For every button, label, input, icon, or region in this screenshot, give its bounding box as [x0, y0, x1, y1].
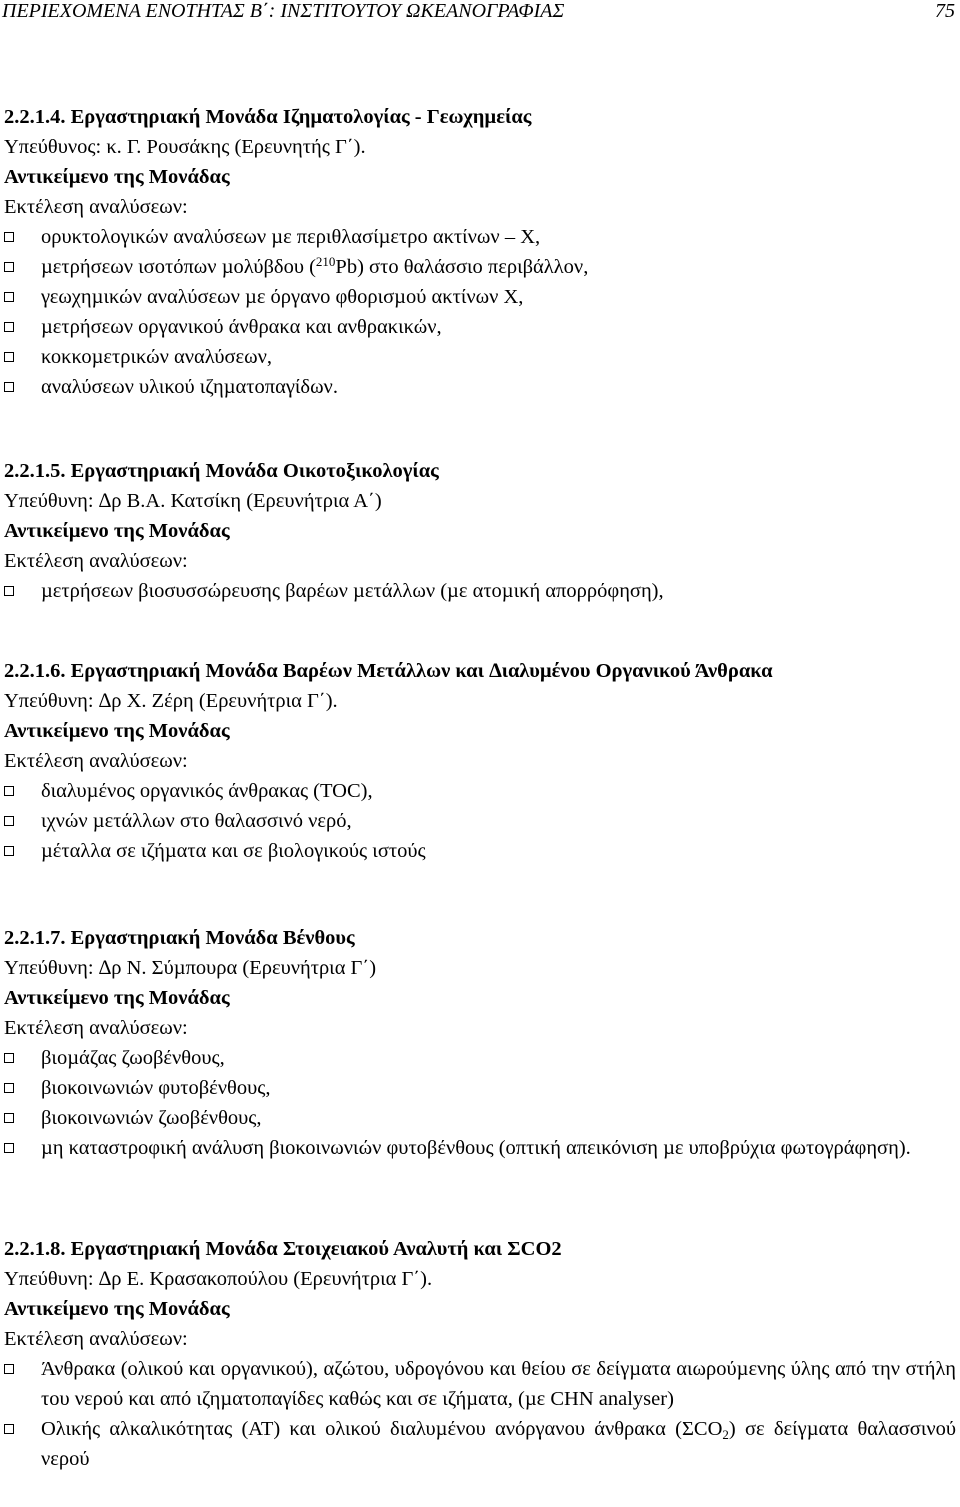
analyses-list	[4, 1354, 956, 1474]
section-heading: 2.2.1.8. Εργαστηριακή Μονάδα Στοιχειακού Αναλυτή και ΣCO2	[4, 1238, 562, 1260]
subscript-2: 2	[722, 1427, 729, 1442]
checkbox-bullet-icon	[4, 586, 14, 596]
checkbox-bullet-icon	[4, 1083, 14, 1093]
list-item: µετρήσεων ισοτόπων µολύβδου ($^{210}$Pb) στο θαλάσσιο περιβάλλον,	[4, 252, 956, 282]
checkbox-bullet-icon	[4, 816, 14, 826]
subject-heading: Αντικείµενο της Μονάδας	[4, 720, 230, 742]
section-heading: 2.2.1.5. Εργαστηριακή Μονάδα Οικοτοξικολογίας	[4, 460, 439, 482]
analyses-intro: Εκτέλεση αναλύσεων:	[4, 1017, 188, 1039]
responsible-person: Υπεύθυνη: ∆ρ Ν. Σύµπουρα (Ερευνήτρια Γ΄)	[4, 957, 377, 979]
list-item: Ολικής αλκαλικότητας (ΑΤ) και ολικού διαλυµένου ανόργανου άνθρακα $(\Sigma CO_2)$ σε δείγµατα θαλασσινού νερού	[4, 1414, 956, 1474]
list-item: βιοκοινωνιών φυτοβένθους,	[4, 1073, 956, 1103]
list-item: διαλυµένος οργανικός άνθρακας (TOC),	[4, 776, 956, 806]
checkbox-bullet-icon	[4, 352, 14, 362]
list-item: ιχνών µετάλλων στο θαλασσινό νερό,	[4, 806, 956, 836]
list-item: ορυκτολογικών αναλύσεων µε περιθλασίµετρο ακτίνων – Χ,	[4, 222, 956, 252]
section-2-2-1-6	[4, 656, 956, 866]
section-2-2-1-7	[4, 923, 956, 1163]
responsible-person: Υπεύθυνη: ∆ρ Χ. Ζέρη (Ερευνήτρια Γ΄).	[4, 690, 338, 712]
checkbox-bullet-icon	[4, 1364, 14, 1374]
analyses-list	[4, 1043, 956, 1163]
section-2-2-1-8	[4, 1234, 956, 1474]
checkbox-bullet-icon	[4, 1424, 14, 1434]
checkbox-bullet-icon	[4, 1053, 14, 1063]
list-item: γεωχηµικών αναλύσεων µε όργανο φθορισµού ακτίνων Χ,	[4, 282, 956, 312]
subject-heading: Αντικείµενο της Μονάδας	[4, 166, 230, 188]
checkbox-bullet-icon	[4, 786, 14, 796]
responsible-person: Υπεύθυνη: ∆ρ Ε. Κρασακοπούλου (Ερευνήτρια Γ΄).	[4, 1268, 433, 1290]
checkbox-bullet-icon	[4, 232, 14, 242]
analyses-list	[4, 776, 956, 866]
list-item: µετρήσεων οργανικού άνθρακα και ανθρακικών,	[4, 312, 956, 342]
responsible-person: Υπεύθυνος: κ. Γ. Ρουσάκης (Ερευνητής Γ΄).	[4, 136, 366, 158]
running-header	[2, 0, 955, 26]
subject-heading: Αντικείµενο της Μονάδας	[4, 1298, 230, 1320]
isotope-superscript: 210	[315, 254, 336, 269]
list-item: αναλύσεων υλικού ιζηµατοπαγίδων.	[4, 372, 956, 402]
section-2-2-1-5	[4, 456, 956, 606]
checkbox-bullet-icon	[4, 292, 14, 302]
subject-heading: Αντικείµενο της Μονάδας	[4, 987, 230, 1009]
list-item: µέταλλα σε ιζήµατα και σε βιολογικούς ιστούς	[4, 836, 956, 866]
page-number: 75	[935, 0, 955, 22]
analyses-intro: Εκτέλεση αναλύσεων:	[4, 750, 188, 772]
list-item: µη καταστροφική ανάλυση βιοκοινωνιών φυτοβένθους (οπτική απεικόνιση µε υποβρύχια φωτογράφηση).	[4, 1133, 956, 1163]
responsible-person: Υπεύθυνη: ∆ρ Β.Α. Κατσίκη (Ερευνήτρια Α΄)	[4, 490, 382, 512]
checkbox-bullet-icon	[4, 262, 14, 272]
analyses-list	[4, 222, 956, 402]
analyses-intro: Εκτέλεση αναλύσεων:	[4, 1328, 188, 1350]
section-2-2-1-4	[4, 102, 956, 402]
checkbox-bullet-icon	[4, 1113, 14, 1123]
analyses-list	[4, 576, 956, 606]
list-item: βιοµάζας ζωοβένθους,	[4, 1043, 956, 1073]
section-heading: 2.2.1.4. Εργαστηριακή Μονάδα Ιζηµατολογίας - Γεωχηµείας	[4, 106, 532, 128]
header-title: ΠΕΡΙΕΧΟΜΕΝΑ ΕΝΟΤΗΤΑΣ Β΄: ΙΝΣΤΙΤΟΥΤΟΥ ΩΚΕΑΝΟΓΡΑΦΙΑΣ	[2, 0, 565, 22]
header-underline-fill	[626, 0, 927, 22]
analyses-intro: Εκτέλεση αναλύσεων:	[4, 196, 188, 218]
list-item: µετρήσεων βιοσυσσώρευσης βαρέων µετάλλων (µε ατοµική απορρόφηση),	[4, 576, 956, 606]
section-heading: 2.2.1.6. Εργαστηριακή Μονάδα Βαρέων Μετάλλων και ∆ιαλυµένου Οργανικού Άνθρακα	[4, 660, 773, 682]
checkbox-bullet-icon	[4, 382, 14, 392]
subject-heading: Αντικείµενο της Μονάδας	[4, 520, 230, 542]
section-heading: 2.2.1.7. Εργαστηριακή Μονάδα Βένθους	[4, 927, 355, 949]
checkbox-bullet-icon	[4, 322, 14, 332]
list-item: Άνθρακα (ολικού και οργανικού), αζώτου, υδρογόνου και θείου σε δείγµατα αιωρούµενης ύλης από την στήλη του νερού και από ιζηµατοπαγίδες καθώς και σε ιζήµατα, (µε CHN analyser)	[4, 1354, 956, 1414]
list-item: κοκκοµετρικών αναλύσεων,	[4, 342, 956, 372]
analyses-intro: Εκτέλεση αναλύσεων:	[4, 550, 188, 572]
list-item: βιοκοινωνιών ζωοβένθους,	[4, 1103, 956, 1133]
checkbox-bullet-icon	[4, 1143, 14, 1153]
checkbox-bullet-icon	[4, 846, 14, 856]
